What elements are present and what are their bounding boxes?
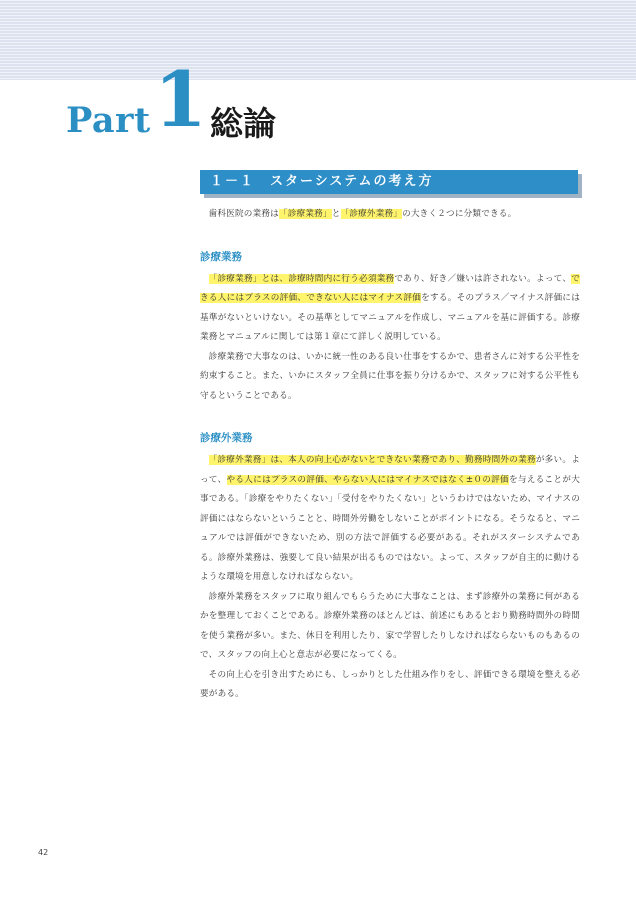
lead-text: と xyxy=(331,209,341,219)
page-number: 42 xyxy=(38,848,49,857)
part-number: 1 xyxy=(154,55,207,144)
lead-highlight-shinryo: 「診療業務」 xyxy=(278,209,332,219)
shinryo-paragraph-2: 診療業務で大事なのは、いかに統一性のある良い仕事をするかで、患者さんに対する公平性を約束すること。また、いかにスタッフ全員に仕事を振り分けるかで、スタッフに対する公平性も守るということである。 xyxy=(200,351,580,401)
highlight-text: 「診療業務」とは、診療時間内に行う必須業務 xyxy=(208,273,395,284)
body-text: をする。そのプラス／マイナス評価には基準がないといけない。その基準としてマニュアルを作成し、マニュアルを基に評価する。診療業務とマニュアルに関しては第１章にて詳しく説明している。 xyxy=(200,293,581,342)
section-title: １－１ スターシステムの考え方 xyxy=(210,174,434,189)
top-decorative-band xyxy=(0,0,636,80)
highlight-text: 「診療外業務」は、本人の向上心がないとできない業務であり、勤務時間外の業務 xyxy=(208,455,536,465)
main-content xyxy=(200,205,580,705)
part-title: 総論 xyxy=(210,104,276,143)
lead-paragraph xyxy=(200,205,580,225)
highlight-text: やる人にはプラスの評価、やらない人にはマイナスではなく±０の評価 xyxy=(226,474,509,485)
shinryogai-paragraph-2: 診療外業務をスタッフに取り組んでもらうために大事なことは、まず診療外の業務に何があるかを整理しておくことである。診療外業務のほとんどは、前述にもあるとおり勤務時間外の時間を使う業務が多い。また、休日を利用したり、家で学習したりしなければならないものもあるので、スタッフの向上心と意志が必要になってくる。 xyxy=(200,591,580,660)
section-title-bar xyxy=(200,170,578,194)
lead-text: の大きく２つに分類できる。 xyxy=(402,209,517,219)
highlight-text: できる人にはプラスの評価、できない人にはマイナス評価 xyxy=(200,273,580,303)
shinryogai-paragraph-1 xyxy=(200,451,580,588)
body-text: であり、好き／嫌いは許されない。よって、 xyxy=(394,273,572,284)
body-text: を与えることが大事である。「診療をやりたくない」「受付をやりたくない」というわけではないため、マイナスの評価にはならないということと、時間外労働をしないことがポイントになる。そうなると、マニュアルでは評価ができないため、別の方法で評価する必要がある。それがスターシステムである。診療外業務は、強要して良い結果が出るものではない。よって、スタッフが自主的に動けるような環境を用意しなければならない。 xyxy=(200,474,581,582)
shinryogai-paragraph-3: その向上心を引き出すためにも、しっかりとした仕組み作りをし、評価できる環境を整える必要がある。 xyxy=(200,669,580,699)
shinryo-paragraph-1 xyxy=(200,270,580,348)
subheading-shinryo: 診療業務 xyxy=(200,250,242,263)
body-text: が多い。よって、 xyxy=(200,455,580,485)
lead-highlight-shinryogai: 「診療外業務」 xyxy=(340,209,403,219)
subheading-shinryogai: 診療外業務 xyxy=(200,432,253,444)
part-label: Part xyxy=(66,100,151,141)
lead-text: 歯科医院の業務は xyxy=(208,209,279,219)
